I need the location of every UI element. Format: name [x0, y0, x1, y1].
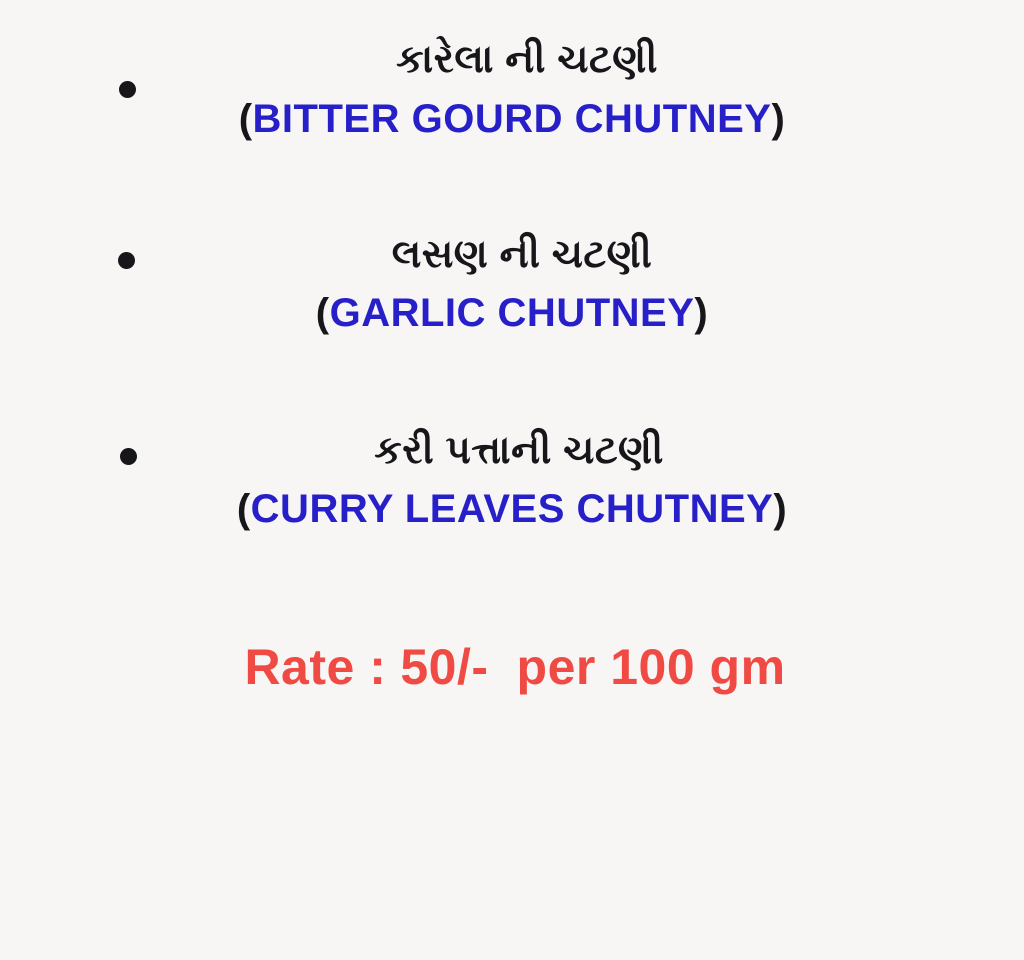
item-title-english: [0, 284, 1024, 342]
bullet-icon: [119, 81, 136, 98]
poster-canvas: [0, 30, 1024, 960]
bracket-open: (: [238, 97, 253, 141]
bullet-icon: [120, 448, 137, 465]
rate-line: [0, 638, 1024, 696]
item-title-english: [0, 90, 1024, 148]
list-item: [0, 226, 1024, 342]
item-title-gujarati: કરી પત્તાની ચટણી: [374, 429, 664, 472]
item-title-english-text: CURRY LEAVES CHUTNEY: [250, 487, 774, 531]
list-item: [0, 30, 1024, 148]
item-title-english-text: GARLIC CHUTNEY: [329, 291, 695, 335]
item-title-english: [0, 480, 1024, 538]
item-title-english-text: BITTER GOURD CHUTNEY: [252, 97, 772, 141]
rate-label: Rate :: [244, 639, 387, 695]
bracket-close: ): [694, 291, 709, 335]
bracket-close: ): [773, 487, 788, 531]
bracket-open: (: [236, 487, 251, 531]
chutney-list: [0, 30, 1024, 538]
rate-unit: per 100 gm: [516, 639, 786, 695]
item-title-gujarati: કારેલા ની ચટણી: [396, 38, 658, 81]
bracket-close: ): [771, 97, 786, 141]
list-item: [0, 422, 1024, 538]
bracket-open: (: [315, 291, 330, 335]
item-title-gujarati: લસણ ની ચટણી: [391, 233, 653, 276]
rate-price: 50/-: [400, 639, 489, 695]
bullet-icon: [118, 252, 135, 269]
